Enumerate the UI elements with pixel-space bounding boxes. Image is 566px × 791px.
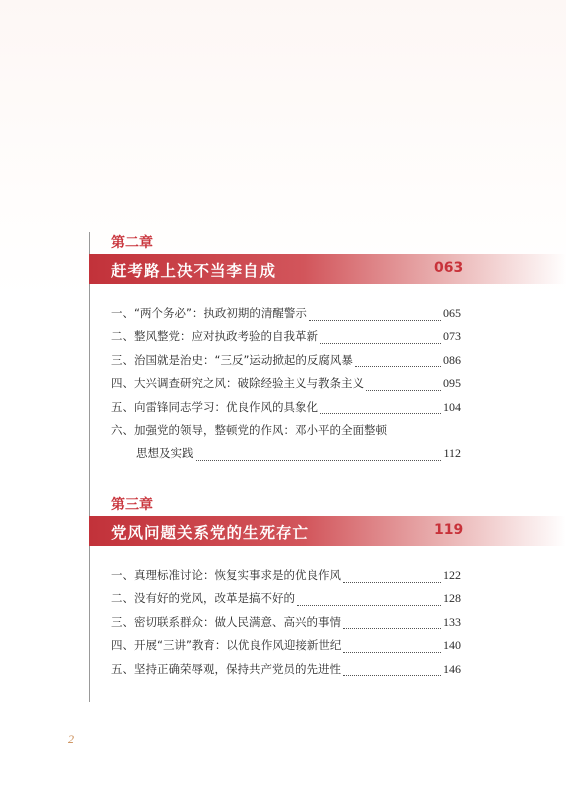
chapter-label: 第二章 xyxy=(111,235,153,251)
toc-entry-title: 四、开展“三讲”教育：以优良作风迎接新世纪 xyxy=(111,638,342,653)
dot-leader xyxy=(343,581,441,583)
chapter-page-number: 063 xyxy=(434,260,464,276)
toc-entry[interactable] xyxy=(111,399,461,422)
margin-rule xyxy=(89,232,90,702)
toc-entry-title: 四、大兴调查研究之风：破除经验主义与教条主义 xyxy=(111,376,364,391)
dot-leader xyxy=(343,651,441,653)
toc-entry-title: 三、治国就是治史：“三反”运动掀起的反腐风暴 xyxy=(111,352,353,367)
toc-entries xyxy=(111,567,461,684)
toc-entry-title: 五、坚持正确荣辱观，保持共产党员的先进性 xyxy=(111,661,341,676)
toc-entry-page: 104 xyxy=(443,399,461,414)
toc-entry-title: 二、没有好的党风，改革是搞不好的 xyxy=(111,591,295,606)
toc-entry-page: 095 xyxy=(443,376,461,391)
chapter-page-number: 119 xyxy=(434,522,464,538)
toc-entry-title: 一、“两个务必”：执政初期的清醒警示 xyxy=(111,306,307,320)
toc-entry-continuation[interactable] xyxy=(111,445,461,468)
dot-leader xyxy=(309,319,441,321)
toc-entry-page: 146 xyxy=(443,661,461,676)
toc-entry-page: 065 xyxy=(443,306,461,320)
page-folio: 2 xyxy=(68,732,74,746)
toc-entry-page: 086 xyxy=(443,352,461,367)
toc-entry[interactable] xyxy=(111,305,461,328)
toc-entry-title: 六、加强党的领导，整顿党的作风：邓小平的全面整顿 xyxy=(111,422,387,437)
toc-entry-page: 122 xyxy=(443,568,461,582)
chapter-label: 第三章 xyxy=(111,497,153,513)
dot-leader xyxy=(366,389,441,391)
toc-entry[interactable] xyxy=(111,567,461,590)
toc-entry-title: 一、真理标准讨论：恢复实事求是的优良作风 xyxy=(111,568,341,582)
toc-entry[interactable] xyxy=(111,637,461,660)
dot-leader xyxy=(343,674,441,676)
toc-entry[interactable] xyxy=(111,614,461,637)
toc-entry[interactable] xyxy=(111,352,461,375)
chapter-banner[interactable] xyxy=(89,254,566,284)
toc-entry-page: 140 xyxy=(443,638,461,653)
toc-entry-page: 128 xyxy=(443,591,461,606)
toc-entry[interactable] xyxy=(111,422,461,445)
dot-leader xyxy=(196,459,442,461)
toc-entry-title: 思想及实践 xyxy=(136,446,194,461)
toc-entry-page: 112 xyxy=(443,446,461,461)
dot-leader xyxy=(297,604,441,606)
toc-entry-page: 133 xyxy=(443,614,461,629)
toc-entry-title: 五、向雷锋同志学习：优良作风的具象化 xyxy=(111,399,318,414)
chapter-banner[interactable] xyxy=(89,516,566,546)
toc-entry[interactable] xyxy=(111,590,461,613)
chapter-title: 党风问题关系党的生死存亡 xyxy=(111,524,310,542)
toc-entry-title: 三、密切联系群众：做人民满意、高兴的事情 xyxy=(111,614,341,629)
dot-leader xyxy=(343,627,441,629)
toc-entries xyxy=(111,305,461,469)
toc-entry[interactable] xyxy=(111,328,461,351)
chapter-title: 赶考路上决不当李自成 xyxy=(111,262,277,280)
dot-leader xyxy=(355,365,441,367)
toc-entry-title: 二、整风整党：应对执政考验的自我革新 xyxy=(111,329,318,344)
toc-entry-page: 073 xyxy=(443,329,461,344)
toc-entry[interactable] xyxy=(111,375,461,398)
toc-entry[interactable] xyxy=(111,661,461,684)
dot-leader xyxy=(320,342,441,344)
dot-leader xyxy=(320,412,441,414)
